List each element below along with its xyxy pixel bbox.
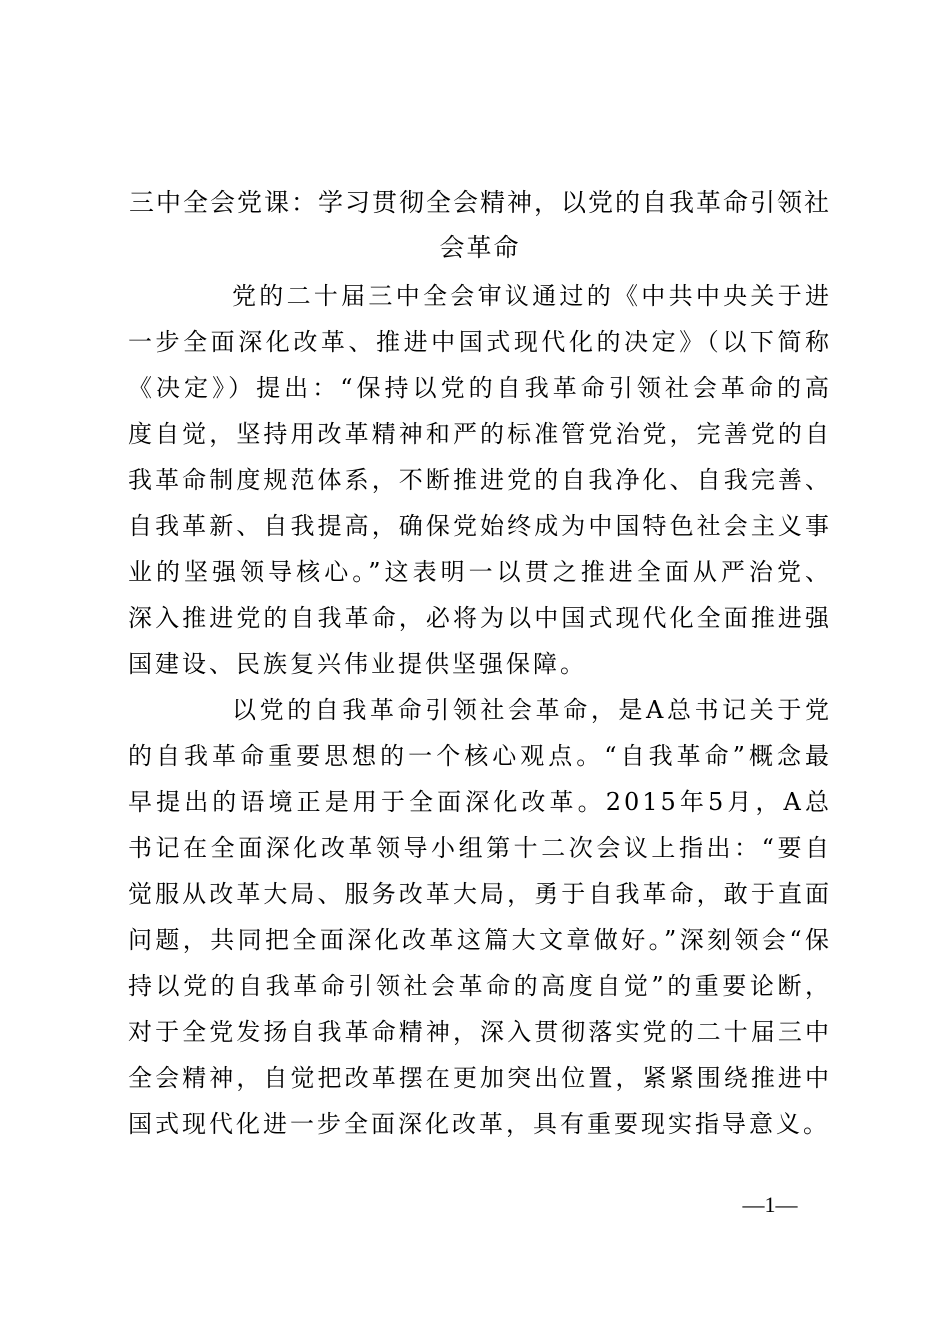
page-number: —1— xyxy=(742,1192,798,1217)
paragraph-1: 党的二十届三中全会审议通过的《中共中央关于进一步全面深化改革、推进中国式现代化的决定》（以下简称《决定》）提出：“保持以党的自我革命引领社会革命的高度自觉，坚持用改革精神和严的标准管党治党，完善党的自我革命制度规范体系，不断推进党的自我净化、自我完善、自我革新、自我提高，确保党始终成为中国特色社会主义事业的坚强领导核心。”这表明一以贯之推进全面从严治党、深入推进党的自我革命，必将为以中国式现代化全面推进强国建设、民族复兴伟业提供坚强保障。 xyxy=(128,282,832,678)
document-title: 三中全会党课：学习贯彻全会精神，以党的自我革命引领社会革命 xyxy=(128,188,831,262)
paragraph-2: 以党的自我革命引领社会革命，是A总书记关于党的自我革命重要思想的一个核心观点。“自我革命”概念最早提出的语境正是用于全面深化改革。2015年5月，A总书记在全面深化改革领导小组第十二次会议上指出：“要自觉服从改革大局、服务改革大局，勇于自我革命，敢于直面问题，共同把全面深化改革这篇大文章做好。”深刻领会“保持以党的自我革命引领社会革命的高度自觉”的重要论断，对于全党发扬自我革命精神，深入贯彻落实党的二十届三中全会精神，自觉把改革摆在更加突出位置，紧紧围绕推进中国式现代化进一步全面深化改革，具有重要现实指导意义。 xyxy=(128,696,832,1138)
document-body xyxy=(128,273,832,1147)
